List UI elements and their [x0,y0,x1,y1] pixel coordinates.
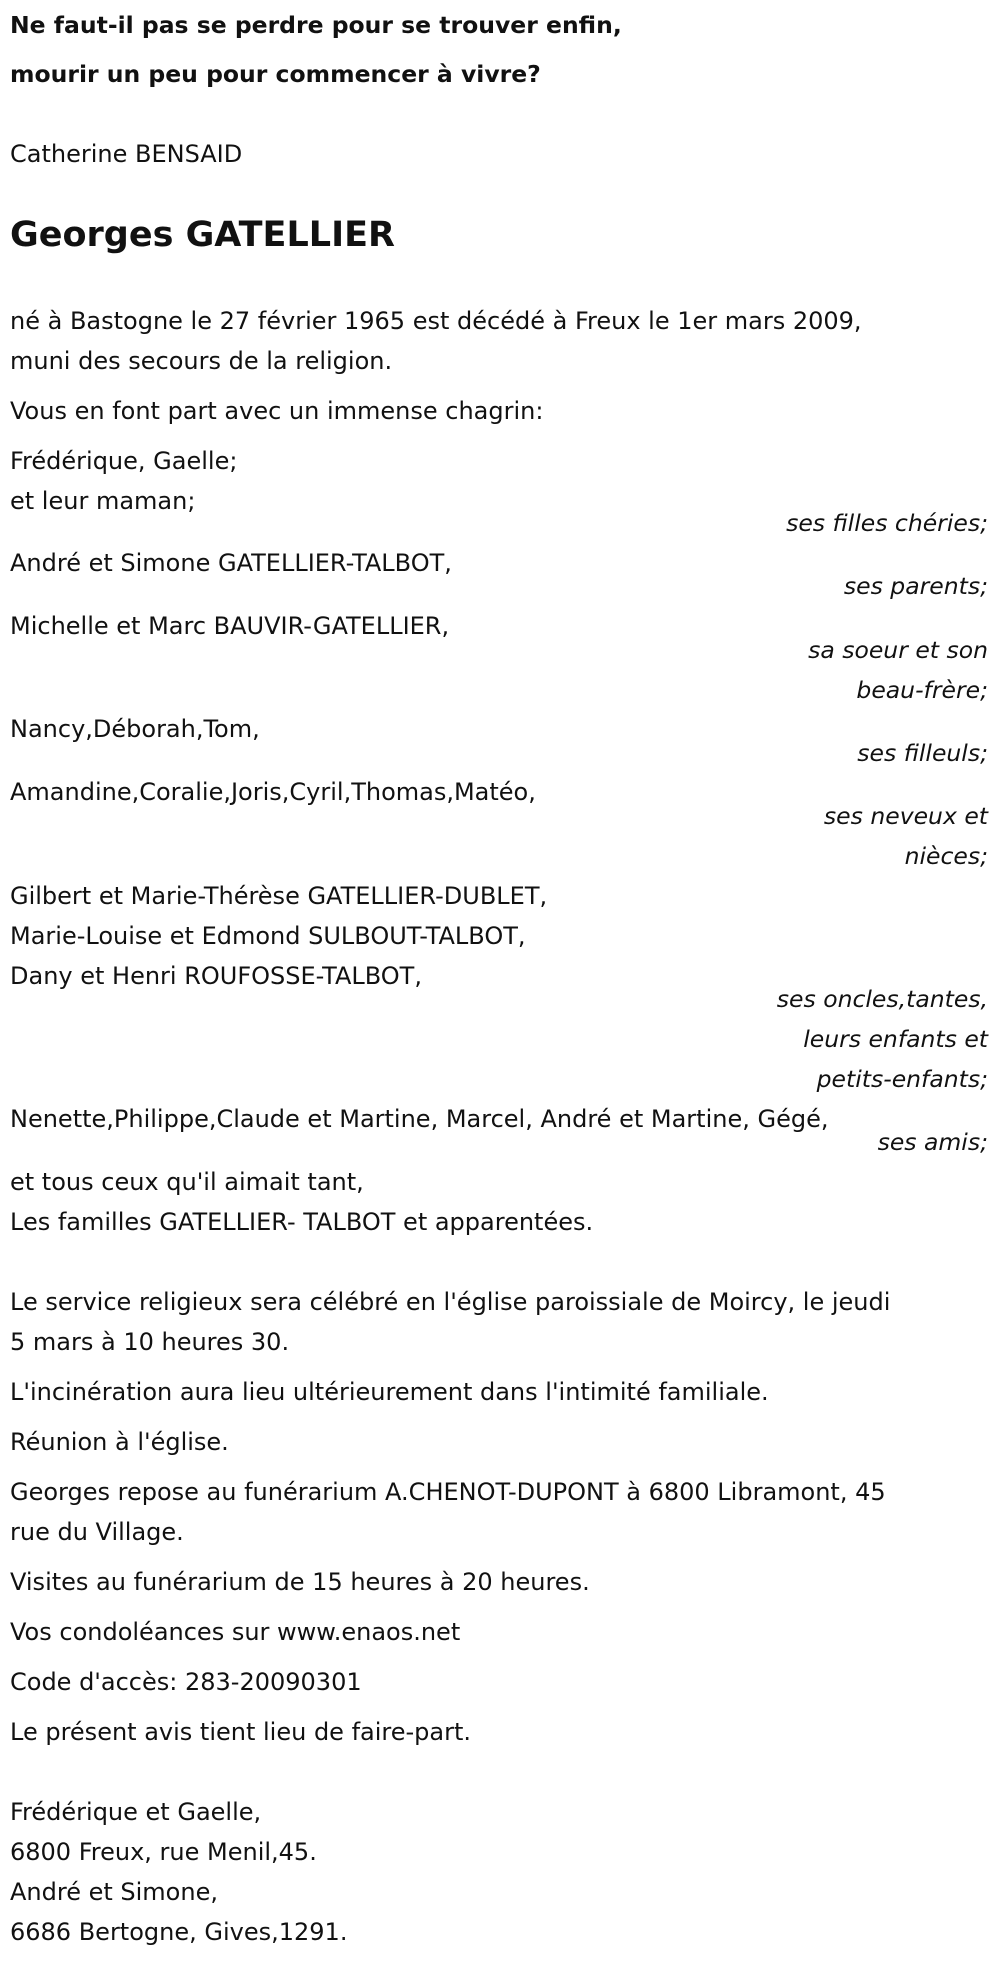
address-line: 6800 Freux, rue Menil,45. [10,1838,317,1866]
mourner-relation: leurs enfants et [803,1025,988,1053]
mourner-relation: ses filleuls; [857,739,988,767]
mourner-relation: sa soeur et son [808,636,988,664]
mourner-relation: beau-frère; [856,676,988,704]
mourner-relation: ses filles chéries; [786,509,988,537]
access-code-text: Code d'accès: 283-20090301 [10,1668,362,1696]
quote-line-1: Ne faut-il pas se perdre pour se trouver enfin, [10,11,622,39]
mourner-name: Frédérique, Gaelle; [10,447,238,475]
visits-text: Visites au funérarium de 15 heures à 20 heures. [10,1568,590,1596]
closing-line-1: et tous ceux qu'il aimait tant, [10,1168,364,1196]
mourner-relation: petits-enfants; [816,1065,988,1093]
cremation-text: L'incinération aura lieu ultérieurement dans l'intimité familiale. [10,1378,769,1406]
birth-death-line-1: né à Bastogne le 27 février 1965 est décédé à Freux le 1er mars 2009, [10,307,862,335]
mourner-relation: ses oncles,tantes, [776,985,988,1013]
funeral-home-line-1: Georges repose au funérarium A.CHENOT-DUPONT à 6800 Libramont, 45 [10,1478,886,1506]
quote-author: Catherine BENSAID [10,140,243,168]
mourner-name: Gilbert et Marie-Thérèse GATELLIER-DUBLET, [10,882,548,910]
funeral-home-line-2: rue du Village. [10,1518,184,1546]
mourner-relation: ses parents; [843,572,988,600]
mourner-name: Marie-Louise et Edmond SULBOUT-TALBOT, [10,922,526,950]
condolences-text: Vos condoléances sur www.enaos.net [10,1618,461,1646]
mourner-name: André et Simone GATELLIER-TALBOT, [10,549,452,577]
mourner-name: et leur maman; [10,487,196,515]
mourner-relation: nièces; [904,842,988,870]
mourner-name: Dany et Henri ROUFOSSE-TALBOT, [10,962,422,990]
mourner-name: Nenette,Philippe,Claude et Martine, Marcel, André et Martine, Gégé, [10,1105,829,1133]
reunion-text: Réunion à l'église. [10,1428,229,1456]
closing-line-2: Les familles GATELLIER- TALBOT et apparentées. [10,1208,594,1236]
birth-death-line-2: muni des secours de la religion. [10,347,393,375]
address-line: André et Simone, [10,1878,218,1906]
intro-text: Vous en font part avec un immense chagrin: [10,397,544,425]
quote-line-2: mourir un peu pour commencer à vivre? [10,60,541,88]
service-line-1: Le service religieux sera célébré en l'église paroissiale de Moircy, le jeudi [10,1288,891,1316]
mourner-name: Amandine,Coralie,Joris,Cyril,Thomas,Matéo, [10,778,536,806]
deceased-name: Georges GATELLIER [10,215,395,255]
service-line-2: 5 mars à 10 heures 30. [10,1328,290,1356]
mourner-name: Michelle et Marc BAUVIR-GATELLIER, [10,612,450,640]
mourner-name: Nancy,Déborah,Tom, [10,715,260,743]
mourner-relation: ses neveux et [823,802,988,830]
address-line: 6686 Bertogne, Gives,1291. [10,1918,348,1946]
notice-text: Le présent avis tient lieu de faire-part. [10,1718,472,1746]
address-line: Frédérique et Gaelle, [10,1798,262,1826]
mourner-relation: ses amis; [877,1128,988,1156]
